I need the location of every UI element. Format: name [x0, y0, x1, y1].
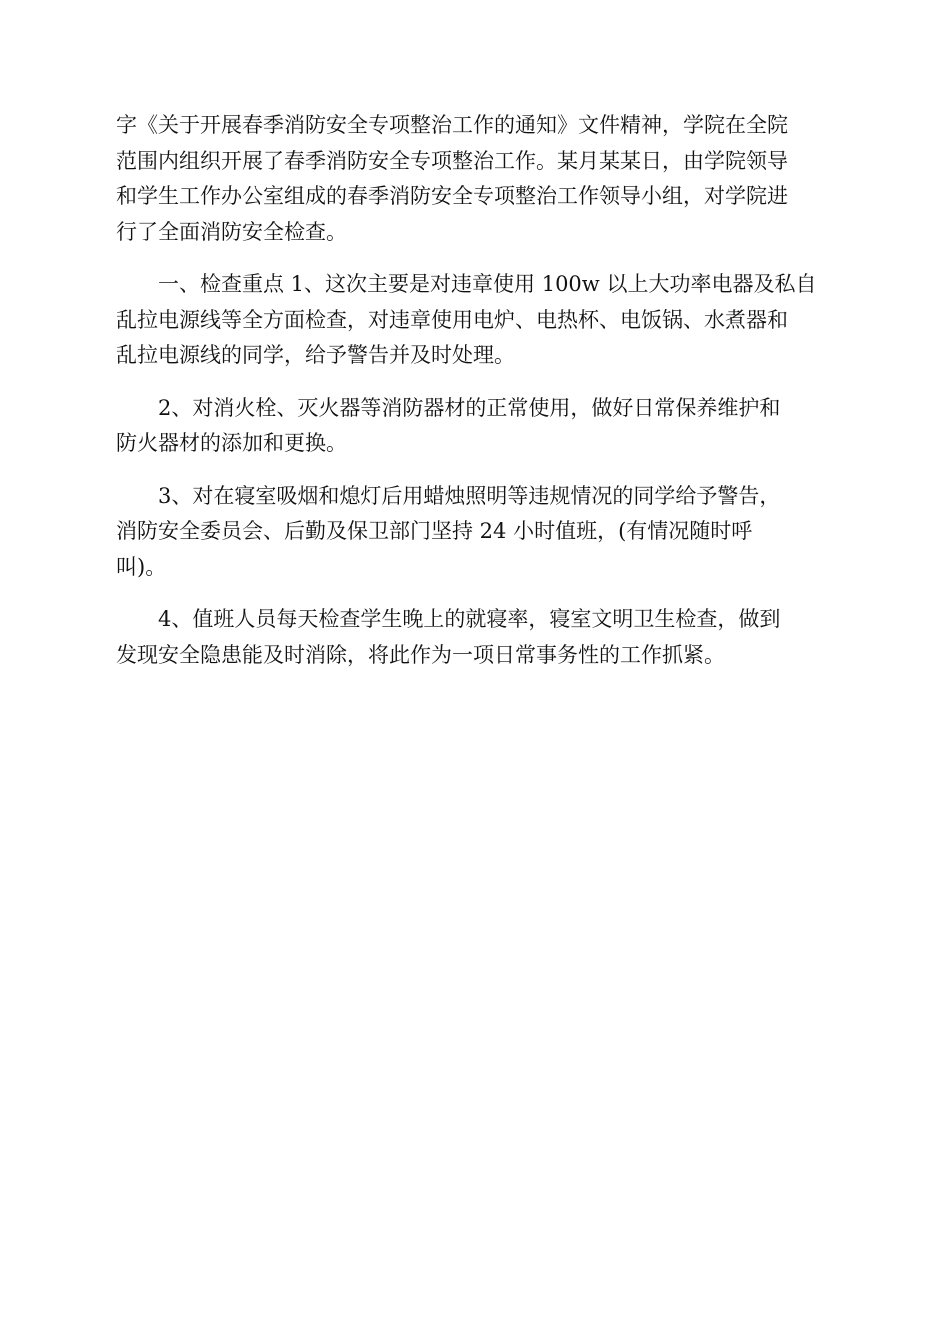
- text-line: 3、对在寝室吸烟和熄灯后用蜡烛照明等违规情况的同学给予警告，: [158, 483, 781, 508]
- paragraph-item-3: [116, 479, 836, 586]
- paragraph-item-2: [116, 391, 836, 462]
- text-line: 行了全面消防安全检查。: [116, 219, 347, 244]
- text-line: 叫)。: [116, 554, 167, 579]
- paragraph-item-1: [116, 267, 836, 374]
- document-body: [116, 108, 836, 690]
- text-line: 乱拉电源线的同学，给予警告并及时处理。: [116, 343, 515, 367]
- text-line: 防火器材的添加和更换。: [116, 431, 347, 455]
- text-line: 发现安全隐患能及时消除，将此作为一项日常事务性的工作抓紧。: [116, 642, 725, 667]
- text-line: 字《关于开展春季消防安全专项整治工作的通知》文件精神，学院在全院: [116, 113, 788, 137]
- text-line: 4、值班人员每天检查学生晚上的就寝率，寝室文明卫生检查，做到: [158, 607, 781, 631]
- paragraph-item-4: [116, 602, 836, 673]
- text-line: 和学生工作办公室组成的春季消防安全专项整治工作领导小组，对学院进: [116, 184, 788, 208]
- text-line: 一、检查重点 1、这次主要是对违章使用 100w 以上大功率电器及私自: [158, 272, 817, 296]
- text-line: 范围内组织开展了春季消防安全专项整治工作。某月某某日，由学院领导: [116, 148, 788, 173]
- text-line: 乱拉电源线等全方面检查，对违章使用电炉、电热杯、电饭锅、水煮器和: [116, 307, 788, 332]
- paragraph-intro: [116, 108, 836, 250]
- text-line: 消防安全委员会、后勤及保卫部门坚持 24 小时值班，(有情况随时呼: [116, 519, 753, 543]
- text-line: 2、对消火栓、灭火器等消防器材的正常使用，做好日常保养维护和: [158, 395, 781, 420]
